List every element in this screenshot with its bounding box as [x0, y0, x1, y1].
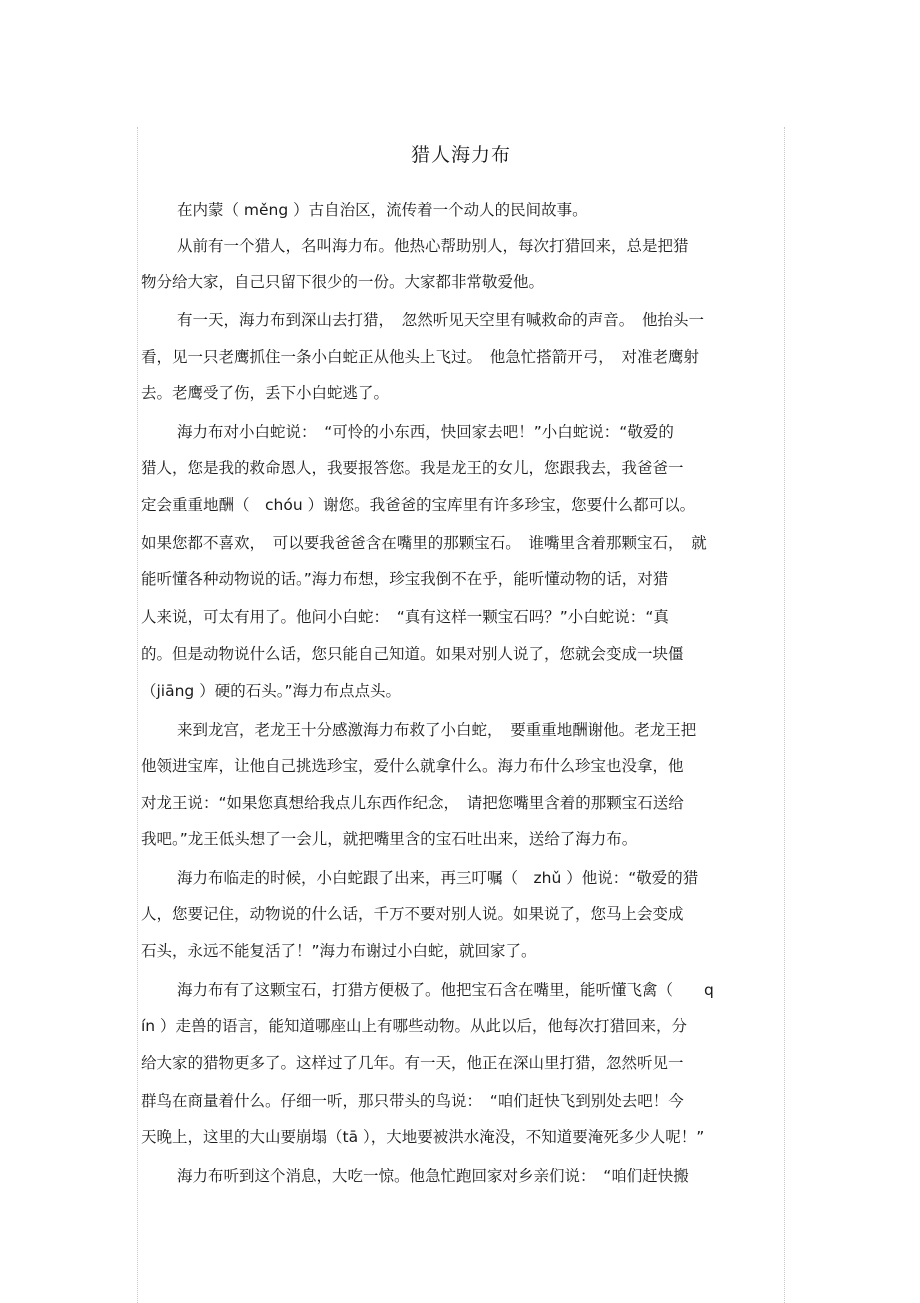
text-line: 群鸟在商量着什么。仔细一听，那只带头的鸟说： “咱们赶快飞到别处去吧！今	[141, 1092, 684, 1110]
text-line: 定会重重地酬（ chóu ）谢您。我爸爸的宝库里有许多珍宝，您要什么都可以。	[141, 496, 696, 514]
text-line: 石头，永远不能复活了！”海力布谢过小白蛇，就回家了。	[141, 942, 537, 960]
text-line: 人来说，可太有用了。他问小白蛇： “真有这样一颗宝石吗？”小白蛇说：“真	[141, 608, 669, 626]
text-line: 看，见一只老鹰抓住一条小白蛇正从他头上飞过。 他急忙搭箭开弓， 对准老鹰射	[141, 348, 700, 366]
text-line: 猎人，您是我的救命恩人，我要报答您。我是龙王的女儿，您跟我去，我爸爸一	[141, 459, 684, 477]
text-line: 对龙王说：“如果您真想给我点儿东西作纪念， 请把您嘴里含着的那颗宝石送给	[141, 794, 684, 812]
text-line: 给大家的猎物更多了。这样过了几年。有一天，他正在深山里打猎，忽然听见一	[141, 1054, 684, 1072]
text-line: 的。但是动物说什么话，您只能自己知道。如果对别人说了，您就会变成一块僵	[141, 645, 684, 663]
document-page	[137, 127, 785, 1303]
text-line: （jiāng ）硬的石头。”海力布点点头。	[141, 682, 401, 700]
text-line: 去。老鹰受了伤，丢下小白蛇逃了。	[141, 384, 390, 402]
text-line: 能听懂各种动物说的话。”海力布想，珍宝我倒不在乎，能听懂动物的话，对猎	[141, 570, 669, 588]
text-line: 物分给大家，自己只留下很少的一份。大家都非常敬爱他。	[141, 273, 545, 291]
text-line: 海力布临走的时候，小白蛇跟了出来，再三叮嘱（ zhǔ ）他说：“敬爱的猎	[177, 869, 699, 887]
text-line: 我吧。”龙王低头想了一会儿，就把嘴里含的宝石吐出来，送给了海力布。	[141, 830, 638, 848]
text-line: 天晚上，这里的大山要崩塌（tā ），大地要被洪水淹没，不知道要淹死多少人呢！”	[141, 1128, 705, 1146]
text-line: ín ）走兽的语言，能知道哪座山上有哪些动物。从此以后，他每次打猎回来，分	[141, 1017, 688, 1035]
text-line: 在内蒙（ měng ）古自治区，流传着一个动人的民间故事。	[177, 201, 588, 219]
story-title: 猎人海力布	[410, 144, 511, 166]
text-line: 人，您要记住，动物说的什么话，千万不要对别人说。如果说了，您马上会变成	[141, 905, 684, 923]
text-line: 有一天，海力布到深山去打猎， 忽然听见天空里有喊救命的声音。 他抬头一	[177, 311, 705, 329]
text-line: 如果您都不喜欢， 可以要我爸爸含在嘴里的那颗宝石。 谁嘴里含着那颗宝石， 就	[141, 534, 707, 552]
text-line: 他领进宝库，让他自己挑选珍宝，爱什么就拿什么。海力布什么珍宝也没拿，他	[141, 757, 684, 775]
text-line: 海力布听到这个消息，大吃一惊。他急忙跑回家对乡亲们说： “咱们赶快搬	[177, 1167, 689, 1185]
text-line: 从前有一个猎人，名叫海力布。他热心帮助别人，每次打猎回来，总是把猎	[177, 237, 689, 255]
text-line: 海力布对小白蛇说： “可怜的小东西，快回家去吧！”小白蛇说：“敬爱的	[177, 423, 674, 441]
text-line: 来到龙宫，老龙王十分感激海力布救了小白蛇， 要重重地酬谢他。老龙王把	[177, 721, 697, 739]
text-line: 海力布有了这颗宝石，打猎方便极了。他把宝石含在嘴里，能听懂飞禽（ q	[177, 981, 714, 999]
